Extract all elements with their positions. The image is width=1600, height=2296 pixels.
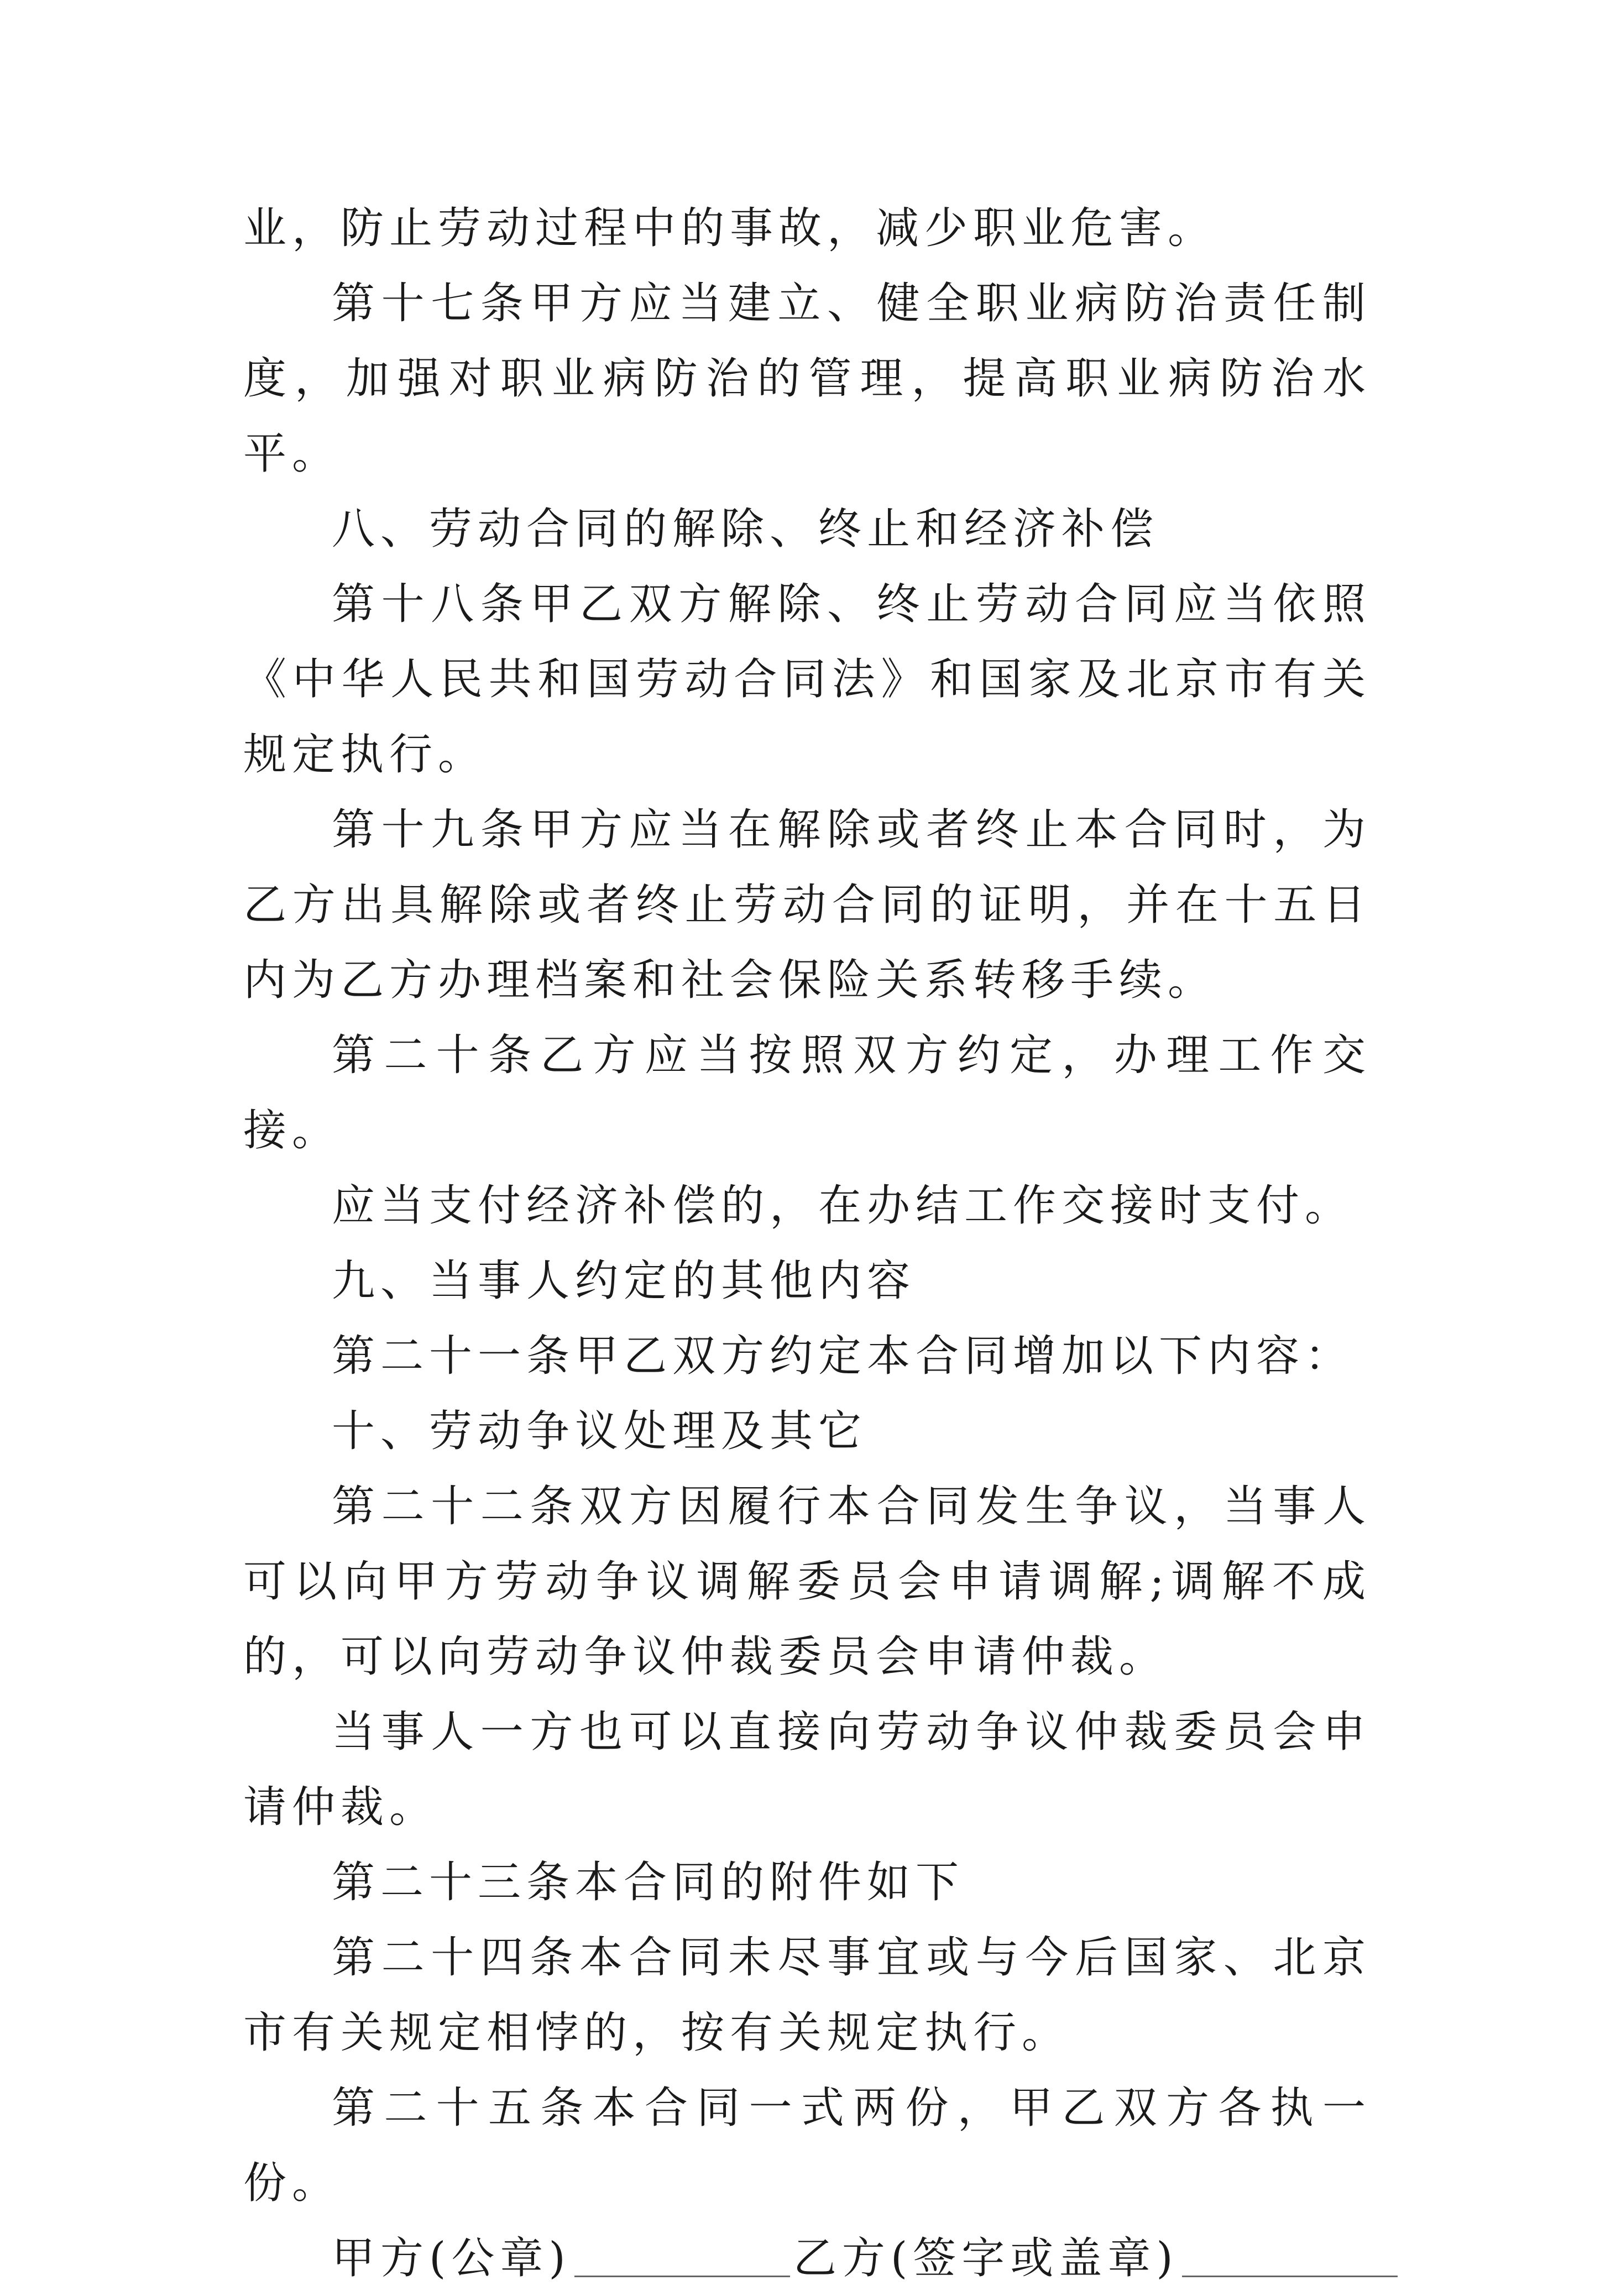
- section-heading-9: 九、当事人约定的其他内容: [332, 1256, 916, 1306]
- signature-line: [243, 2221, 1371, 2296]
- party-b-signature-blank: [1182, 2232, 1398, 2277]
- party-a-signature-blank: [574, 2232, 790, 2277]
- article-25: 第二十五条本合同一式两份，甲乙双方各执一份。: [243, 2083, 1371, 2208]
- article-20-compensation: 应当支付经济补偿的，在办结工作交接时支付。: [332, 1181, 1354, 1231]
- party-a-label: 甲方(公章): [332, 2234, 571, 2283]
- section-heading-10: 十、劳动争议处理及其它: [332, 1406, 867, 1456]
- article-19: 第十九条甲方应当在解除或者终止本合同时，为乙方出具解除或者终止劳动合同的证明，并在十五日内为乙方办理档案和社会保险关系转移手续。: [243, 805, 1371, 1005]
- section-heading-8: 八、劳动合同的解除、终止和经济补偿: [332, 504, 1159, 554]
- article-24: 第二十四条本合同未尽事宜或与今后国家、北京市有关规定相悖的，按有关规定执行。: [243, 1933, 1371, 2058]
- article-17: 第十七条甲方应当建立、健全职业病防治责任制度，加强对职业病防治的管理，提高职业病防治水平。: [243, 279, 1371, 479]
- contract-body: [243, 191, 1371, 2296]
- article-22: 第二十二条双方因履行本合同发生争议，当事人可以向甲方劳动争议调解委员会申请调解;调解不成的，可以向劳动争议仲裁委员会申请仲裁。: [243, 1482, 1371, 1682]
- article-20: 第二十条乙方应当按照双方约定，办理工作交接。: [243, 1031, 1371, 1155]
- article-18: 第十八条甲乙双方解除、终止劳动合同应当依照《中华人民共和国劳动合同法》和国家及北京市有关规定执行。: [243, 579, 1371, 780]
- article-21: 第二十一条甲乙双方约定本合同增加以下内容：: [332, 1331, 1354, 1381]
- party-b-label: 乙方(签字或盖章): [793, 2234, 1179, 2283]
- paragraph-continuation: 业，防止劳动过程中的事故，减少职业危害。: [243, 203, 1217, 253]
- article-23: 第二十三条本合同的附件如下: [332, 1858, 965, 1907]
- article-22-arbitration: 当事人一方也可以直接向劳动争议仲裁委员会申请仲裁。: [243, 1707, 1371, 1832]
